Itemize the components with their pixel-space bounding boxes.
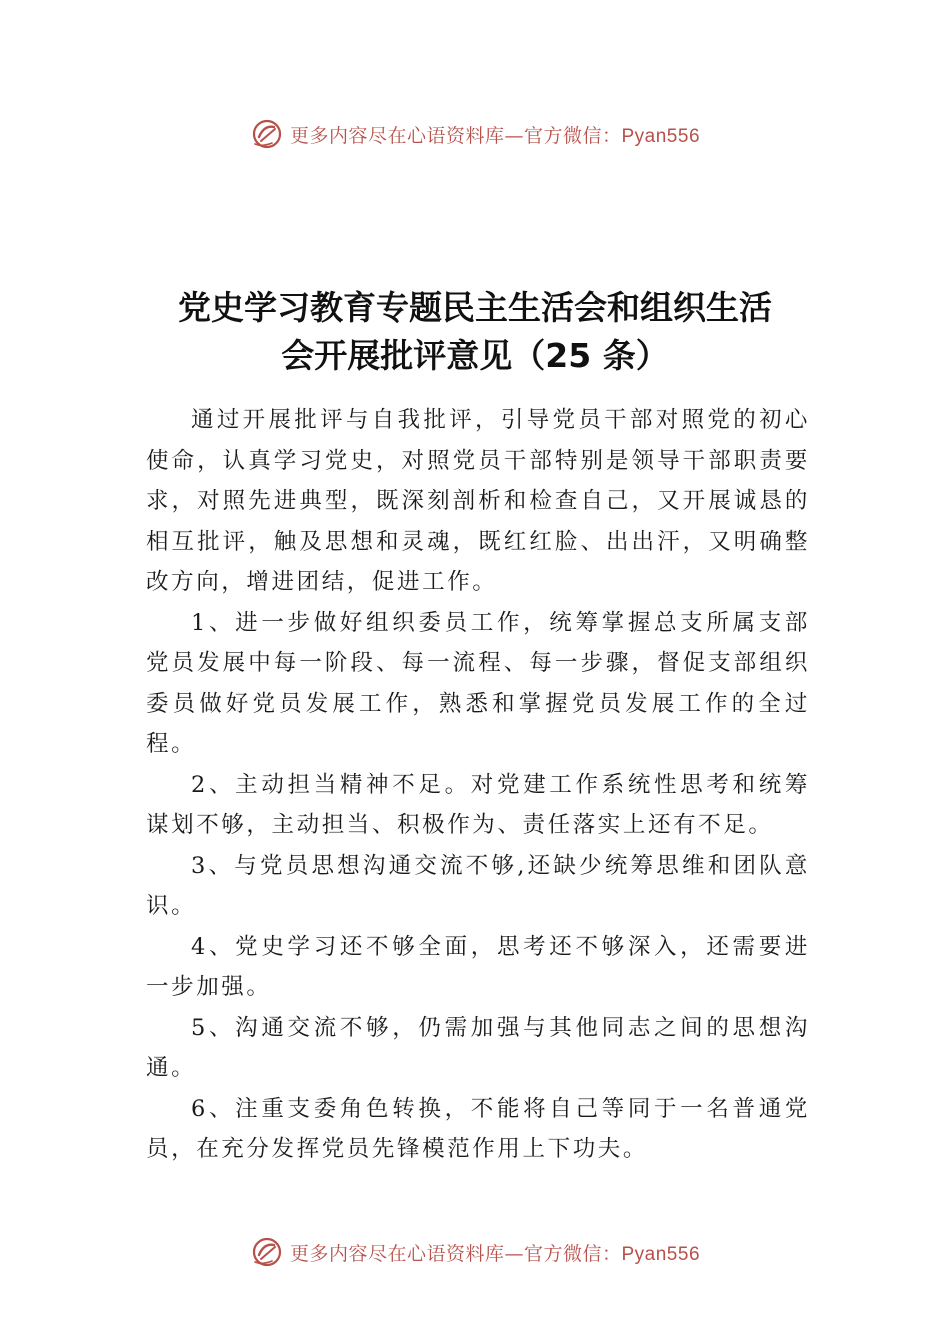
opinion-item-3: 3、与党员思想沟通交流不够,还缺少统筹思维和团队意识。 bbox=[146, 852, 810, 919]
watermark-text: 更多内容尽在心语资料库—官方微信：Pyan556 bbox=[289, 1242, 701, 1265]
opinion-item-6: 6、注重支委角色转换，不能将自己等同于一名普通党员，在充分发挥党员先锋模范作用上下功夫。 bbox=[146, 1095, 810, 1162]
title-line-1: 党史学习教育专题民主生活会和组织生活 bbox=[178, 288, 772, 327]
title-line-2: 会开展批评意见（25 条） bbox=[281, 336, 669, 375]
document-body bbox=[146, 400, 810, 1170]
seal-logo-icon bbox=[250, 117, 284, 151]
document-title bbox=[140, 284, 810, 380]
opinion-item-5: 5、沟通交流不够，仍需加强与其他同志之间的思想沟通。 bbox=[146, 1014, 810, 1081]
opinion-item-2: 2、主动担当精神不足。对党建工作系统性思考和统筹谋划不够，主动担当、积极作为、责任落实上还有不足。 bbox=[146, 771, 810, 838]
watermark-text: 更多内容尽在心语资料库—官方微信：Pyan556 bbox=[289, 124, 701, 147]
header-watermark bbox=[0, 114, 950, 154]
opinion-item-4: 4、党史学习还不够全面，思考还不够深入，还需要进一步加强。 bbox=[146, 933, 810, 1000]
intro-paragraph: 通过开展批评与自我批评，引导党员干部对照党的初心使命，认真学习党史，对照党员干部特别是领导干部职责要求，对照先进典型，既深刻剖析和检查自己，又开展诚恳的相互批评，触及思想和灵魂，既红红脸、出出汗，又明确整改方向，增进团结，促进工作。 bbox=[146, 407, 810, 595]
seal-logo-icon bbox=[250, 1235, 284, 1269]
opinion-item-1: 1、进一步做好组织委员工作，统筹掌握总支所属支部党员发展中每一阶段、每一流程、每一步骤，督促支部组织委员做好党员发展工作，熟悉和掌握党员发展工作的全过程。 bbox=[146, 609, 810, 757]
footer-watermark bbox=[0, 1232, 950, 1272]
